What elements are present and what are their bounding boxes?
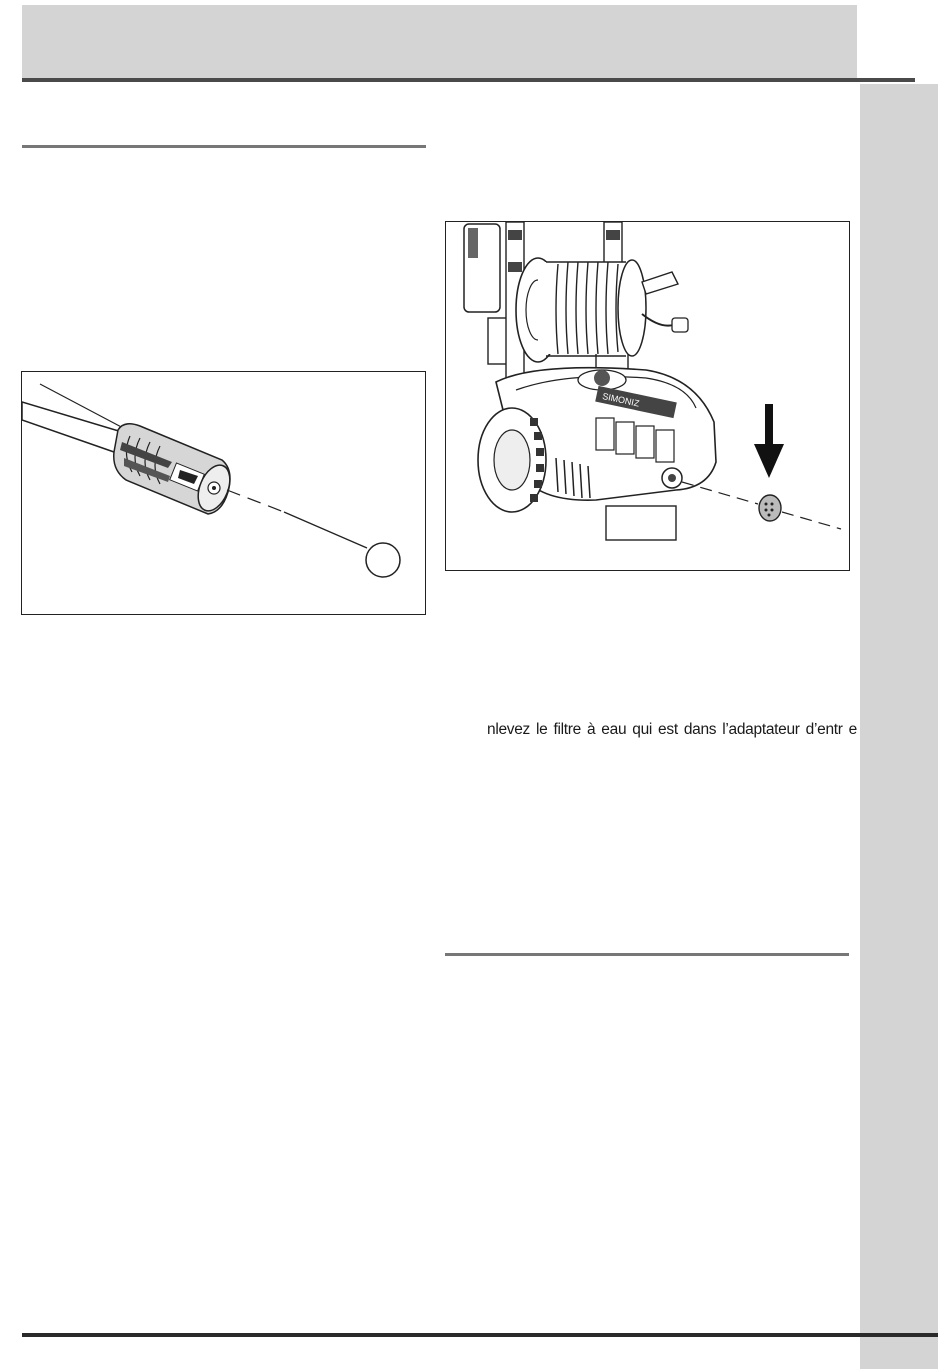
water-filter-icon [759, 495, 781, 521]
header-band [22, 5, 857, 80]
header-rule [22, 78, 915, 82]
brand-logo: SIMONIZ [601, 391, 641, 409]
down-arrow-icon [754, 404, 784, 478]
nozzle-body [114, 424, 236, 516]
figure-lance-nozzle [21, 371, 426, 615]
instruction-text: nlevez le filtre à eau qui est dans l’adaptateur d’entr e [487, 721, 857, 738]
section-divider-left [22, 145, 426, 148]
lance-nozzle-illustration [22, 372, 427, 616]
section-divider-right [445, 953, 849, 956]
footer-rule [22, 1333, 938, 1337]
figure-machine-filter [445, 221, 850, 571]
callout-circle-icon [366, 543, 400, 577]
side-tab [860, 84, 938, 1369]
pressure-washer-illustration [446, 222, 851, 572]
